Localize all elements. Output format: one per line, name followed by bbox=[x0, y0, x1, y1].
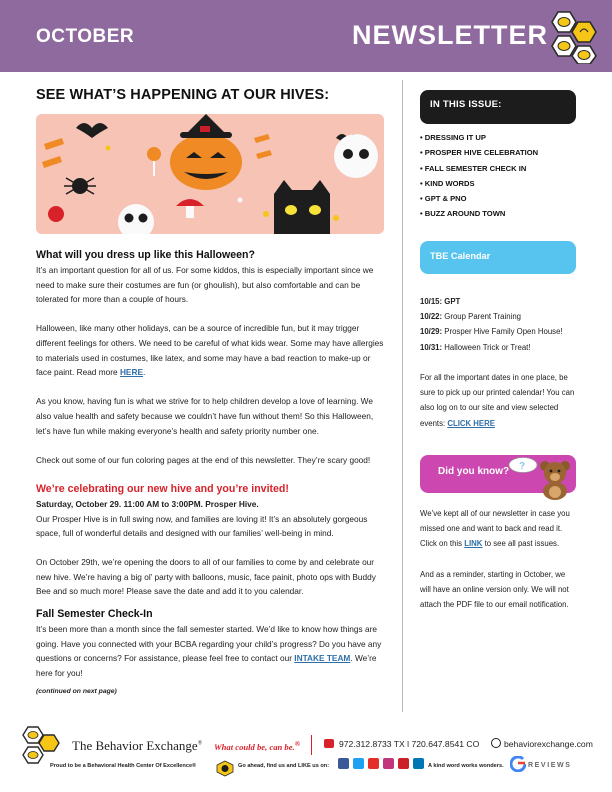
issue-item: • FALL SEMESTER CHECK IN bbox=[420, 161, 538, 176]
calendar-title: TBE Calendar bbox=[430, 251, 491, 261]
in-this-issue-title: IN THIS ISSUE: bbox=[430, 99, 502, 110]
footer bbox=[0, 720, 612, 792]
pinterest-icon[interactable] bbox=[398, 758, 409, 769]
did-you-know-paragraph-1: We’ve kept all of our newsletter in case you missed one and want to back and read it. Click on this LINK to see all past issues. bbox=[420, 509, 570, 549]
issue-item: • GPT & PNO bbox=[420, 191, 538, 206]
hive-paragraph-2: On October 29th, we’re opening the doors to all of our families to come by and celebrate our new hive. We’re having a big ol’ party with balloons, music, face painit, photo ops with Buddy Bee and so much more! Please save the date and add it to you calendar. bbox=[36, 557, 376, 597]
did-you-know-text bbox=[420, 506, 578, 612]
halloween-paragraph-4: Check out some of our fun coloring pages at the end of this newsletter. They’re scary good! bbox=[36, 454, 371, 465]
facebook-icon[interactable] bbox=[338, 758, 349, 769]
hive-paragraph-1: Our Prosper Hive is in full swing now, and families are loving it! It’s an absolutely gorgeous space, full of wonderful details and designed with our families’ well-being in mind. bbox=[36, 513, 368, 539]
issue-item: • KIND WORDS bbox=[420, 176, 538, 191]
semester-paragraph: It’s been more than a month since the fall semester started. We’d like to know how things are going. Have you connected with your BCBA regarding your child’s progress? Do you have any questions or concerns? For assistance, please feel free to contact our INTAKE TEAM. We’re here for you! bbox=[36, 624, 382, 678]
question-bubble-icon bbox=[508, 457, 538, 474]
did-you-know-title: Did you know? bbox=[438, 466, 510, 477]
twitter-icon[interactable] bbox=[353, 758, 364, 769]
halloween-paragraph-3: As you know, having fun is what we strive for to help children develop a love of learning. We also value health and safety because we couldn’t have fun without them! So this Halloween, let’s have fun while making everyone’s health and safety priority number one. bbox=[36, 396, 374, 436]
did-you-know-paragraph-2: And as a reminder, starting in October, we will have an online version only. We will not attach the PDF file to our email notification. bbox=[420, 569, 569, 610]
phone-numbers: 972.312.8733 TX l 720.647.8541 CO bbox=[339, 739, 480, 749]
calendar-item: 10/22: Group Parent Training bbox=[420, 312, 521, 322]
issue-list bbox=[420, 130, 538, 222]
brand-tagline: What could be, can be.® bbox=[214, 740, 301, 752]
website-link[interactable]: behaviorexchange.com bbox=[504, 739, 593, 749]
like-us-text: Go ahead, find us and LIKE us on: bbox=[238, 763, 330, 769]
continued-note: (continued on next page) bbox=[36, 688, 117, 696]
brand-name: The Behavior Exchange® bbox=[72, 738, 203, 753]
teddy-bear-icon bbox=[536, 458, 574, 500]
halloween-headline: What will you dress up like this Halloween? bbox=[36, 249, 255, 261]
kind-word-text: A kind word works wonders. bbox=[428, 763, 504, 769]
linkedin-icon[interactable] bbox=[413, 758, 424, 769]
youtube-icon[interactable] bbox=[368, 758, 379, 769]
calendar-item: 10/29: Prosper Hive Family Open House! bbox=[420, 327, 563, 337]
newsletter-month: OCTOBER bbox=[36, 26, 135, 47]
issue-item: • BUZZ AROUND TOWN bbox=[420, 206, 538, 221]
halloween-banner-image bbox=[36, 114, 384, 234]
issue-item: • DRESSING IT UP bbox=[420, 130, 538, 145]
section-heading: SEE WHAT’S HAPPENING AT OUR HIVES: bbox=[36, 87, 330, 103]
calendar-list bbox=[420, 294, 578, 431]
phone-icon bbox=[324, 739, 334, 748]
social-icons bbox=[338, 758, 424, 772]
main-column bbox=[36, 80, 386, 103]
svg-text:?: ? bbox=[519, 461, 526, 472]
newsletter-title: NEWSLETTER bbox=[352, 20, 548, 50]
calendar-item: 10/15: GPT bbox=[420, 297, 461, 306]
reviews-label: REVIEWS bbox=[528, 762, 572, 769]
globe-icon bbox=[491, 738, 501, 748]
main-articles bbox=[36, 248, 386, 700]
bhcoe-statement: Proud to be a Behavioral Health Center Of Excellence® bbox=[50, 763, 197, 769]
bee-hexagon-icon bbox=[544, 10, 600, 64]
column-divider bbox=[402, 80, 403, 712]
calendar-item: 10/31: Halloween Trick or Treat! bbox=[420, 342, 531, 352]
past-issues-link[interactable]: LINK bbox=[464, 539, 483, 549]
halloween-paragraph-1: It’s an important question for all of us. For some kiddos, this is especially important since we need to make sure their costumes are fun (or ghoulish), but also comfortable and can be tolerated for more than a couple of hours. bbox=[36, 265, 374, 305]
read-more-link[interactable]: HERE bbox=[119, 367, 143, 378]
in-this-issue-box bbox=[420, 90, 576, 124]
bhcoe-badge-icon bbox=[216, 760, 234, 777]
calendar-click-here-link[interactable]: CLICK HERE bbox=[447, 418, 495, 428]
issue-item: • PROSPER HIVE CELEBRATION bbox=[420, 145, 538, 160]
footer-divider bbox=[311, 735, 312, 755]
halloween-paragraph-2: Halloween, like many other holidays, can be a source of incredible fun, but it may trigger different feelings for others. We need to be careful of what kids wear. Some may have allergies to materials used in costumes, like latex, and some may have a bad reaction to make-up or face paint. Read more HERE. bbox=[36, 323, 384, 378]
intake-team-link[interactable]: INTAKE TEAM bbox=[294, 653, 351, 664]
instagram-icon[interactable] bbox=[383, 758, 394, 769]
header-bar bbox=[0, 0, 612, 72]
semester-headline: Fall Semester Check-In bbox=[36, 608, 153, 621]
calendar-note: For all the important dates in one place, be sure to pick up our printed calendar! You can also log on to our site and view selected events: CLICK HERE bbox=[420, 373, 575, 428]
calendar-box bbox=[420, 241, 576, 274]
hive-headline: We’re celebrating our new hive and you’re invited! bbox=[36, 482, 289, 495]
google-icon[interactable] bbox=[510, 756, 526, 772]
hive-event-date: Saturday, October 29. 11:00 AM to 3:00PM. Prosper Hive. bbox=[36, 498, 259, 509]
